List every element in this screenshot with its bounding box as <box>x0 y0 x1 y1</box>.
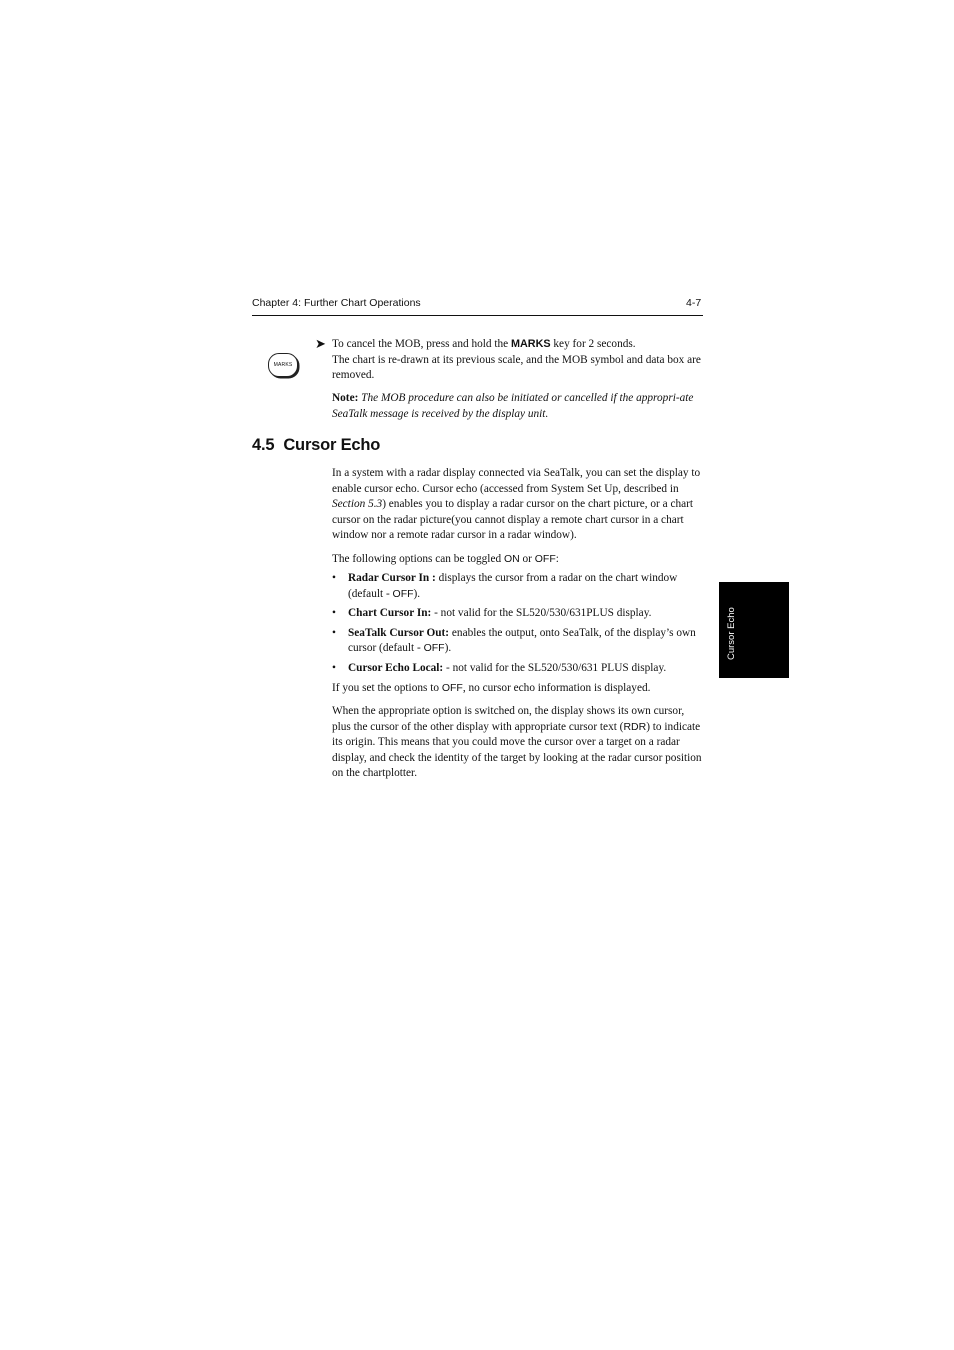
option-text-end: ). <box>413 587 421 600</box>
list-item <box>332 571 704 602</box>
marks-key-icon <box>268 353 298 377</box>
side-tab-label: Cursor Echo <box>726 607 737 660</box>
note-text: The MOB procedure can also be initiated or cancelled if the appropri-ate SeaTalk message is received by the display unit. <box>332 392 694 420</box>
option-text: - not valid for the SL520/530/631PLUS display. <box>431 607 652 620</box>
toggle-text-or: or <box>519 553 535 565</box>
mob-cancel-text-start: To cancel the MOB, press and hold the <box>332 338 511 350</box>
off-text-end: , no cursor echo information is displayed. <box>462 682 651 694</box>
marks-key-label: MARKS <box>273 362 293 368</box>
list-item <box>332 606 704 622</box>
intro-text-end: ) enables you to display a radar cursor on the chart picture, or a chart cursor on the radar picture(you cannot display a remote chart cursor in a chart window nor a remote radar cursor in a radar window). <box>332 498 694 542</box>
off-value: OFF <box>441 682 463 694</box>
toggle-text-start: The following options can be toggled <box>332 553 504 565</box>
mob-cancel-result: The chart is re-drawn at its previous scale, and the MOB symbol and data box are removed. <box>332 353 701 382</box>
option-label: Cursor Echo Local: <box>348 661 444 674</box>
off-text-start: If you set the options to <box>332 682 442 694</box>
option-label: Radar Cursor In : <box>348 572 436 584</box>
option-text: displays the cursor from a radar on the chart window (default - <box>348 572 678 600</box>
toggle-options-line <box>332 552 704 568</box>
option-text: - not valid for the SL520/530/631 PLUS display. <box>443 661 667 674</box>
list-item <box>332 661 704 677</box>
rdr-value: RDR <box>623 720 647 733</box>
arrow-icon: ➤ <box>315 336 326 351</box>
option-default-value: OFF <box>423 642 445 655</box>
off-value: OFF <box>534 553 556 565</box>
section-title: Cursor Echo <box>283 436 381 454</box>
option-default-value: OFF <box>392 587 414 600</box>
final-text-start: When the appropriate option is switched on, the display shows its own cursor, plus the cursor of the other display with appropriate cursor text ( <box>332 705 685 733</box>
running-header-chapter: Chapter 4: Further Chart Operations <box>252 297 421 309</box>
off-paragraph <box>332 681 704 697</box>
option-label: SeaTalk Cursor Out: <box>348 626 450 639</box>
note-label: Note: <box>332 392 359 404</box>
page-number: 4-7 <box>686 297 702 309</box>
header-rule <box>252 315 703 316</box>
section-heading <box>252 436 380 455</box>
intro-text-start: In a system with a radar display connected via SeaTalk, you can set the display to enable cursor echo. Cursor echo (accessed from System Set Up, described in <box>332 467 701 495</box>
section-number: 4.5 <box>252 436 275 454</box>
mob-cancel-instruction <box>332 337 704 384</box>
toggle-text-end: : <box>555 553 559 565</box>
option-text-end: ). <box>444 642 452 655</box>
list-item <box>332 626 704 657</box>
final-paragraph <box>332 704 704 782</box>
option-label: Chart Cursor In: <box>348 607 432 620</box>
mob-cancel-text-end: key for 2 seconds. <box>550 338 636 350</box>
options-list <box>332 571 704 681</box>
section-reference: Section 5.3 <box>332 498 383 511</box>
final-text-end: ) to indicate its origin. This means that you could move the cursor over a target on a radar display, and check the identity of the target by looking at the radar cursor position on the chartplotter. <box>332 720 702 780</box>
note-paragraph <box>332 391 704 422</box>
marks-key-reference: MARKS <box>510 338 551 350</box>
option-text: enables the output, onto SeaTalk, of the display’s own cursor (default - <box>348 626 696 655</box>
on-value: ON <box>503 553 520 565</box>
intro-paragraph <box>332 466 704 544</box>
